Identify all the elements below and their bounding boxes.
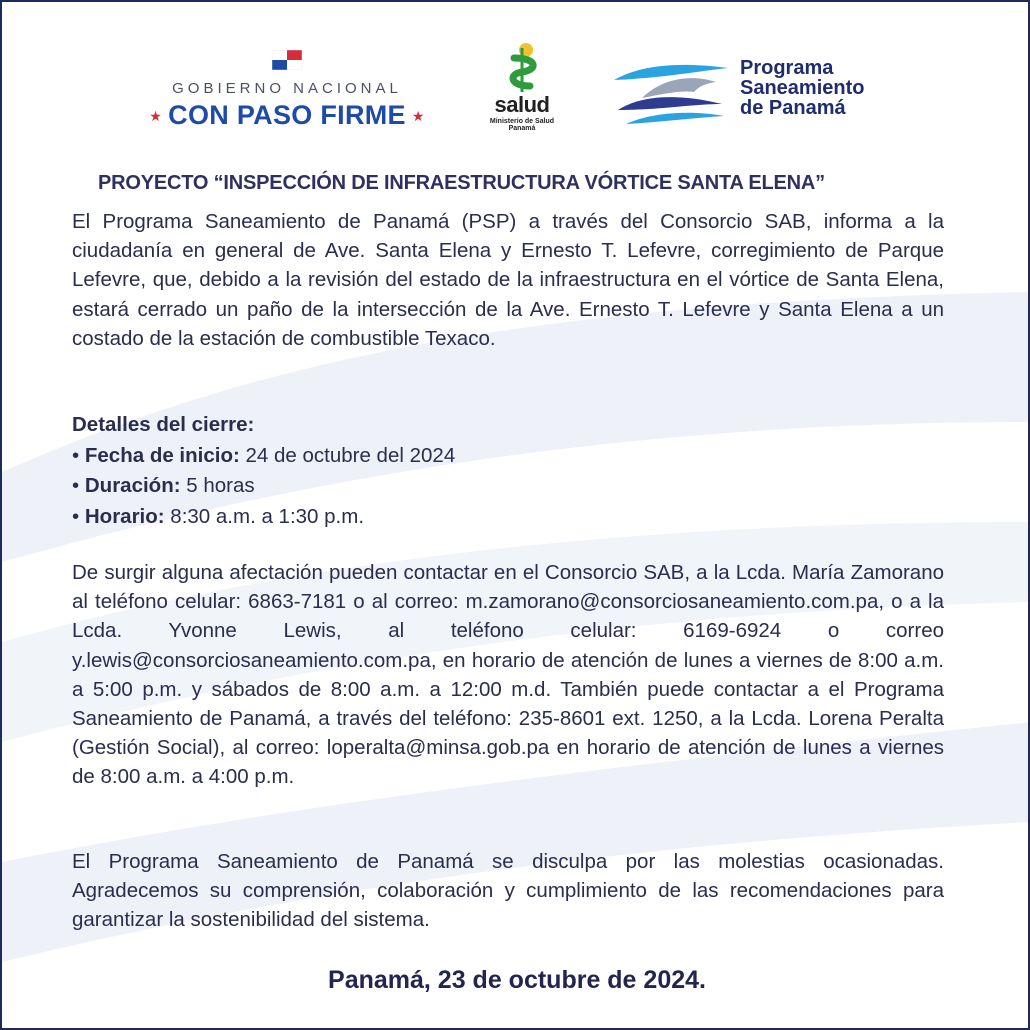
closing-paragraph: El Programa Saneamiento de Panamá se disculpa por las molestias ocasionadas. Agradecemos su comprensión, colaboración y cumplimiento de las recomendaciones para garantizar la sostenibilidad del sistema. (72, 850, 944, 932)
details-item-value: 24 de octubre del 2024 (239, 443, 456, 467)
details-heading: Detalles del cierre: (72, 413, 255, 436)
salud-wordmark: salud (494, 92, 550, 117)
programa-saneamiento-logo (612, 54, 912, 134)
details-item-value: 5 horas (180, 474, 255, 497)
psp-line-2: Saneamiento (740, 77, 865, 99)
contact-paragraph: De surgir alguna afectación pueden contactar en el Consorcio SAB, a la Lcda. María Zamorano al teléfono celular: 6863-7181 o al correo: m.zamorano@consorciosaneamiento.com.pa, o a la Lcda. Yvonne Lewis, al teléfono celular: 6169-6924 o correo y.lewis@consorciosaneamiento.com.pa, en horario de atención de lunes a viernes de 8:00 a.m. a 5:00 p.m. y sábados de 8:00 a.m. a 12:00 m.d. También puede contactar a el Programa Saneamiento de Panamá, a través del teléfono: 235-8601 ext. 1250, a la Lcda. Lorena Peralta (Gestión Social), al correo: loperalta@minsa.gob.pa en horario de atención de lunes a viernes de 8:00 a.m. a 4:00 p.m. (72, 561, 944, 789)
details-item: • Duración: 5 horas (72, 474, 255, 497)
details-item: • Horario: 8:30 a.m. a 1:30 p.m. (72, 504, 365, 528)
psp-wordmark (740, 58, 864, 118)
serpent-icon (480, 42, 564, 92)
salud-subtitle-line2: Panamá (508, 125, 536, 132)
psp-line-3: de Panamá (740, 97, 846, 119)
salud-logo (480, 42, 570, 137)
star-icon: ★ (411, 108, 425, 125)
gobierno-top-text: GOBIERNO NACIONAL (172, 80, 402, 97)
salud-subtitle-line1: Ministerio de Salud (489, 118, 555, 125)
salud-subtitle (480, 118, 564, 132)
closure-details (72, 410, 944, 532)
star-icon: ★ (149, 108, 163, 125)
details-item: • Fecha de inicio: 24 de octubre del 2024 (72, 443, 456, 467)
dolphin-wave-icon (612, 58, 732, 128)
details-item-label: Duración: (84, 474, 181, 497)
gobierno-slogan: CON PASO FIRME (168, 100, 406, 130)
gobierno-bottom-text (142, 100, 432, 131)
gobierno-nacional-logo (142, 48, 442, 138)
intro-paragraph: El Programa Saneamiento de Panamá (PSP) a través del Consorcio SAB, informa a la ciudadanía en general de Ave. Santa Elena y Ernesto T. Lefevre, corregimiento de Parque Lefevre, que, debido a la revisión del estado de la infraestructura en el vórtice de Santa Elena, estará cerrado un paño de la intersección de la Ave. Ernesto T. Lefevre y Santa Elena a un costado de la estación de combustible Texaco. (72, 210, 944, 350)
details-item-label: Horario: (84, 504, 165, 528)
details-item-label: Fecha de inicio: (84, 443, 240, 467)
details-item-value: 8:30 a.m. a 1:30 p.m. (164, 504, 365, 528)
panama-flag-icon (272, 50, 302, 70)
notice-title: PROYECTO “INSPECCIÓN DE INFRAESTRUCTURA VÓRTICE SANTA ELENA” (98, 172, 825, 194)
place-date-signature: Panamá, 23 de octubre de 2024. (328, 966, 706, 994)
psp-line-1: Programa (740, 57, 834, 79)
